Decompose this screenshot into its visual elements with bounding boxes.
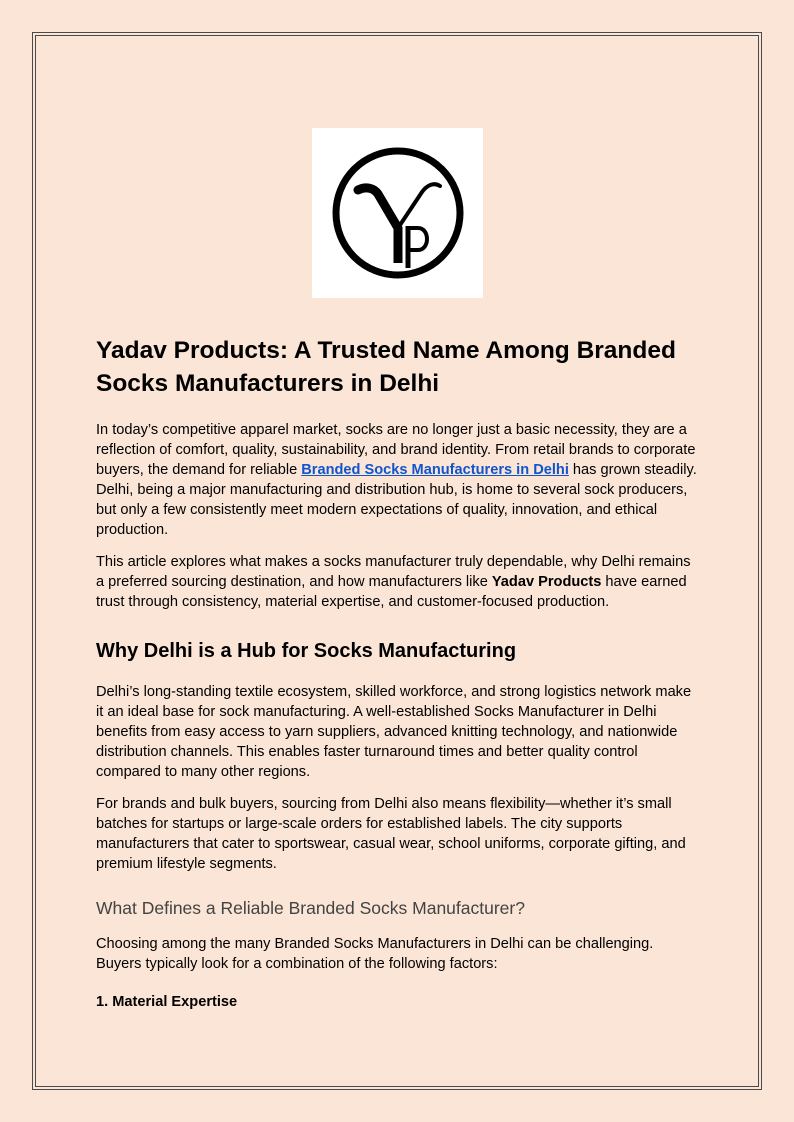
branded-socks-link[interactable]: Branded Socks Manufacturers in Delhi: [301, 462, 569, 478]
delhi-hub-paragraph-1: Delhi’s long-standing textile ecosystem, skilled workforce, and strong logistics network make it an ideal base for sock manufacturing. A well-established Socks Manufacturer in Delhi benefits from easy access to yarn suppliers, advanced knitting technology, and nationwide distribution channels. This enables faster turnaround times and better quality control compared to many other regions.: [96, 684, 692, 780]
reliable-manufacturer-paragraph: Choosing among the many Branded Socks Manufacturers in Delhi can be challenging. Buyers typically look for a combination of the following factors:: [96, 936, 654, 972]
intro-paragraph: In today’s competitive apparel market, socks are no longer just a basic necessity, they are a reflection of comfort, quality, sustainability, and brand identity. From retail brands to corporate buyers, the demand for reliable Branded Socks Manufacturers in Delhi has grown steadily. Delhi, being a major manufacturing and distribution hub, is home to several sock producers, but only a few consistently meet modern expectations of quality, innovation, and ethical production.: [96, 422, 697, 538]
yp-logo-icon: [312, 128, 483, 298]
article-content: [96, 334, 701, 1024]
company-logo: [312, 128, 483, 298]
section-heading-delhi-hub: Why Delhi is a Hub for Socks Manufacturing: [96, 640, 517, 662]
list-item-heading: 1. Material Expertise: [96, 994, 238, 1010]
page-title: Yadav Products: A Trusted Name Among Branded Socks Manufacturers in Delhi: [96, 337, 676, 397]
article-overview-paragraph: This article explores what makes a socks manufacturer truly dependable, why Delhi remains a preferred sourcing destination, and how manufacturers like Yadav Products have earned trust through consistency, material expertise, and customer-focused production.: [96, 554, 691, 610]
delhi-hub-paragraph-2: For brands and bulk buyers, sourcing from Delhi also means flexibility—whether it’s small batches for startups or large-scale orders for established labels. The city supports manufacturers that cater to sportswear, casual wear, school uniforms, corporate gifting, and premium lifestyle segments.: [96, 796, 686, 872]
brand-name: Yadav Products: [491, 574, 602, 590]
section-heading-reliable-manufacturer: What Defines a Reliable Branded Socks Manufacturer?: [96, 898, 525, 918]
